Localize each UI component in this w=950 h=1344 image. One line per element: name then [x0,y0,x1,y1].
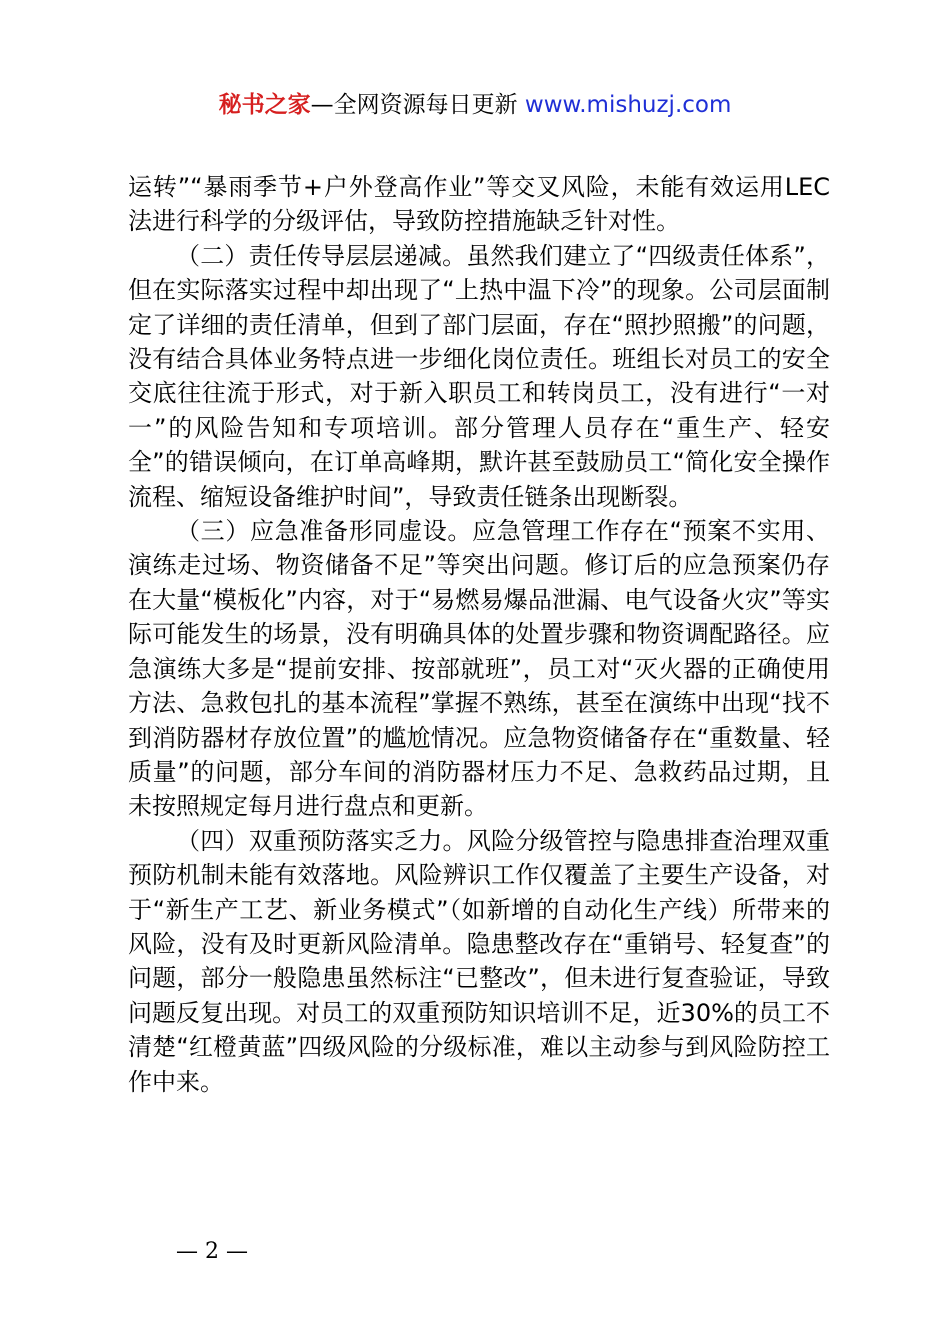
site-url-link[interactable]: www.mishuzj.com [524,92,732,118]
site-header [0,88,950,122]
document-body [128,170,830,1099]
paragraph-continuation: 运转”“暴雨季节+户外登高作业”等交叉风险，未能有效运用LEC法进行科学的分级评估，导致防控措施缺乏针对性。 [128,173,830,236]
paragraph-emergency: （三）应急准备形同虚设。应急管理工作存在“预案不实用、演练走过场、物资储备不足”等突出问题。修订后的应急预案仍存在大量“模板化”内容，对于“易燃易爆品泄漏、电气设备火灾”等实际可能发生的场景，没有明确具体的处置步骤和物资调配路径。应急演练大多是“提前安排、按部就班”，员工对“灭火器的正确使用方法、急救包扎的基本流程”掌握不熟练，甚至在演练中出现“找不到消防器材存放位置”的尴尬情况。应急物资储备存在“重数量、轻质量”的问题，部分车间的消防器材压力不足、急救药品过期，且未按照规定每月进行盘点和更新。 [128,517,830,821]
site-tagline: —全网资源每日更新 [310,92,518,118]
site-brand: 秘书之家 [218,92,311,118]
page-number: — 2 — [176,1239,248,1264]
paragraph-responsibility: （二）责任传导层层递减。虽然我们建立了“四级责任体系”，但在实际落实过程中却出现了“上热中温下冷”的现象。公司层面制定了详细的责任清单，但到了部门层面，存在“照抄照搬”的问题，没有结合具体业务特点进一步细化岗位责任。班组长对员工的安全交底往往流于形式，对于新入职员工和转岗员工，没有进行“一对一”的风险告知和专项培训。部分管理人员存在“重生产、轻安全”的错误倾向，在订单高峰期，默许甚至鼓励员工“简化安全操作流程、缩短设备维护时间”，导致责任链条出现断裂。 [128,241,830,511]
paragraph-dual-prevention: （四）双重预防落实乏力。风险分级管控与隐患排查治理双重预防机制未能有效落地。风险辨识工作仅覆盖了主要生产设备，对于“新生产工艺、新业务模式”（如新增的自动化生产线）所带来的风险，没有及时更新风险清单。隐患整改存在“重销号、轻复查”的问题，部分一般隐患虽然标注“已整改”，但未进行复查验证，导致问题反复出现。对员工的双重预防知识培训不足，近30%的员工不清楚“红橙黄蓝”四级风险的分级标准，难以主动参与到风险防控工作中来。 [128,826,830,1096]
